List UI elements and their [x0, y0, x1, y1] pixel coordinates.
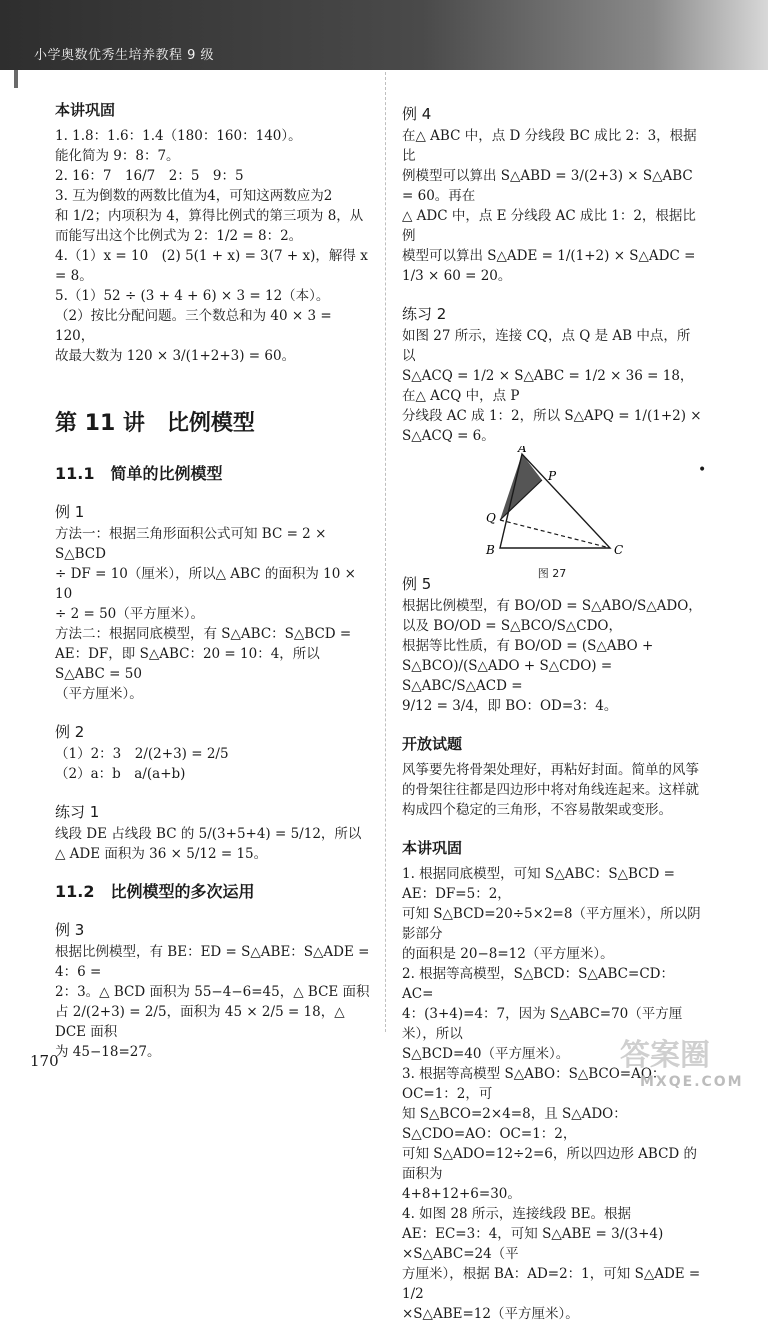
figure-27 — [402, 446, 702, 580]
left-column — [55, 100, 370, 1062]
header-accent — [14, 70, 18, 88]
watermark-url: MXQE.COM — [640, 1074, 744, 1090]
header-bar — [0, 0, 768, 70]
column-divider — [385, 72, 386, 1032]
right-column — [402, 104, 702, 1324]
section-heading-11-1: 11.1 简单的比例模型 — [55, 464, 223, 483]
example-4-line: 模型可以算出 S△ADE = 1/(1+2) × S△ADC = 1/3 × 60 = 20。 — [402, 248, 696, 284]
example-3-line: 根据比例模型，有 BE：ED = S△ABE：S△ADE = 4：6 = — [55, 944, 370, 980]
example-5-line: 9/12 = 3/4，即 BO：OD=3：4。 — [402, 698, 618, 714]
review-2-line: 可知 S△ADO=12÷2=6，所以四边形 ABCD 的面积为 — [402, 1146, 698, 1182]
open-question-heading: 开放试题 — [402, 735, 463, 753]
example-4-line: △ ADC 中，点 E 分线段 AC 成比 1：2，根据比例 — [402, 208, 696, 244]
practice-2-line: 分线段 AC 成 1：2，所以 S△APQ = 1/(1+2) × S△ACQ = 6。 — [402, 408, 702, 444]
segment-qc-dashed — [500, 520, 610, 548]
example-3-line: 为 45−18=27。 — [55, 1044, 161, 1060]
example-1-line: ÷ DF = 10（厘米），所以△ ABC 的面积为 10 × 10 — [55, 566, 356, 602]
example-1-line: 方法一：根据三角形面积公式可知 BC = 2 × S△BCD — [55, 526, 327, 562]
example-1-line: ÷ 2 = 50（平方厘米）。 — [55, 606, 205, 622]
example-1-line: 方法二：根据同底模型，有 S△ABC：S△BCD = — [55, 626, 352, 642]
review-2-line: 可知 S△BCD=20÷5×2=8（平方厘米），所以阴影部分 — [402, 906, 701, 942]
label-a: A — [518, 446, 527, 455]
review-2-line: AE：EC=3：4，可知 S△ABE = 3/(3+4) ×S△ABC=24（平 — [402, 1226, 664, 1262]
watermark-logo — [620, 1030, 744, 1090]
practice-1-heading: 练习 1 — [55, 803, 100, 821]
label-p: P — [548, 469, 557, 483]
shaded-triangle-apq — [500, 454, 542, 520]
review-line: 4.（1）x = 10 (2) 5(1 + x) = 3(7 + x)，解得 x = 8。 — [55, 248, 368, 284]
review-line: 和 1/2；内项积为 4，算得比例式的第三项为 8，从 — [55, 208, 364, 224]
review-2-line: 2. 根据等高模型，S△BCD：S△ABC=CD：AC= — [402, 966, 674, 1002]
example-5-heading: 例 5 — [402, 575, 432, 593]
label-c: C — [614, 543, 624, 556]
example-2-line: （1）2：3 2/(2+3) = 2/5 — [55, 746, 229, 762]
example-4-line: 例模型可以算出 S△ABD = 3/(2+3) × S△ABC = 60。再在 — [402, 168, 693, 204]
review-line: 而能写出这个比例式为 2：1/2 = 8：2。 — [55, 228, 303, 244]
review-line: （2）按比分配问题。三个数总和为 40 × 3 = 120， — [55, 308, 332, 344]
review-line: 3. 互为倒数的两数比值为4，可知这两数应为2 — [55, 188, 333, 204]
figure-caption: 图 27 — [537, 567, 567, 580]
triangle-diagram — [402, 446, 702, 556]
example-1-line: AE：DF，即 S△ABC：20 = 10：4，所以 S△ABC = 50 — [55, 646, 320, 682]
page-number: 170 — [30, 1052, 59, 1070]
open-question-line: 风筝要先将骨架处理好，再粘好封面。简单的风筝 — [402, 762, 699, 778]
example-5-line: 根据等比性质，有 BO/OD = (S△ABO + S△BCO)/(S△ADO + S△CDO) = S△ABC/S△ACD = — [402, 638, 654, 694]
review-2-line: ×S△ABE=12（平方厘米）。 — [402, 1306, 579, 1322]
practice-2-heading: 练习 2 — [402, 305, 447, 323]
example-4-heading: 例 4 — [402, 105, 432, 123]
watermark-text: 答案圈 — [620, 1038, 710, 1073]
review-2-line: 4+8+12+6=30。 — [402, 1186, 521, 1202]
example-1-heading: 例 1 — [55, 503, 85, 521]
book-title: 小学奥数优秀生培养教程 9 级 — [34, 48, 215, 63]
practice-1-line: △ ADE 面积为 36 × 5/12 = 15。 — [55, 846, 268, 862]
practice-1-line: 线段 DE 占线段 BC 的 5/(3+5+4) = 5/12，所以 — [55, 826, 362, 842]
review-2-line: 4：(3+4)=4：7，因为 S△ABC=70（平方厘米），所以 — [402, 1006, 683, 1042]
example-2-line: （2）a：b a/(a+b) — [55, 766, 186, 782]
example-2-heading: 例 2 — [55, 723, 85, 741]
review-2-line: 4. 如图 28 所示，连接线段 BE。根据 — [402, 1206, 631, 1222]
review-2-line: 方厘米），根据 BA：AD=2：1，可知 S△ADE = 1/2 — [402, 1266, 701, 1302]
example-4-line: 在△ ABC 中，点 D 分线段 BC 成比 2：3，根据比 — [402, 128, 697, 164]
example-1-line: （平方厘米）。 — [55, 686, 143, 702]
review-line: 2. 16：7 16/7 2：5 9：5 — [55, 168, 244, 184]
review-line: 5.（1）52 ÷ (3 + 4 + 6) × 3 = 12（本）。 — [55, 288, 330, 304]
open-question-line: 的骨架往往都是四边形中将对角线连起来。这样就 — [402, 782, 699, 798]
open-question-line: 构成四个稳定的三角形，不容易散架或变形。 — [402, 802, 672, 818]
review-2-line: 知 S△BCO=2×4=8，且 S△ADO：S△CDO=AO：OC=1：2， — [402, 1106, 627, 1142]
practice-2-line: S△ACQ = 1/2 × S△ABC = 1/2 × 36 = 18，在△ ACQ 中，点 P — [402, 368, 694, 404]
stray-dot: • — [698, 462, 707, 478]
review-2-line: 1. 根据同底模型，可知 S△ABC：S△BCD = AE：DF=5：2， — [402, 866, 675, 902]
review-2-heading: 本讲巩固 — [402, 839, 463, 857]
review-line: 故最大数为 120 × 3/(1+2+3) = 60。 — [55, 348, 296, 364]
review-heading: 本讲巩固 — [55, 101, 116, 119]
example-3-heading: 例 3 — [55, 921, 85, 939]
example-3-line: 占 2/(2+3) = 2/5，面积为 45 × 2/5 = 18，△ DCE 面积 — [55, 1004, 345, 1040]
lecture-title: 第 11 讲 比例模型 — [55, 411, 255, 436]
example-5-line: 根据比例模型，有 BO/OD = S△ABO/S△ADO，以及 BO/OD = S△BCO/S△CDO， — [402, 598, 702, 634]
review-2-line: S△BCD=40（平方厘米）。 — [402, 1046, 570, 1062]
example-3-line: 2：3。△ BCD 面积为 55−4−6=45，△ BCE 面积 — [55, 984, 370, 1000]
review-2-line: 的面积是 20−8=12（平方厘米）。 — [402, 946, 614, 962]
review-line: 能化简为 9：8：7。 — [55, 148, 180, 164]
review-line: 1. 1.8：1.6：1.4（180：160：140）。 — [55, 128, 302, 144]
section-heading-11-2: 11.2 比例模型的多次运用 — [55, 882, 255, 901]
review-list — [55, 126, 370, 366]
practice-2-line: 如图 27 所示，连接 CQ，点 Q 是 AB 中点，所以 — [402, 328, 691, 364]
review-2-line: 3. 根据等高模型 S△ABO：S△BCO=AO：OC=1：2，可 — [402, 1066, 666, 1102]
label-q: Q — [486, 511, 496, 525]
label-b: B — [486, 543, 495, 556]
